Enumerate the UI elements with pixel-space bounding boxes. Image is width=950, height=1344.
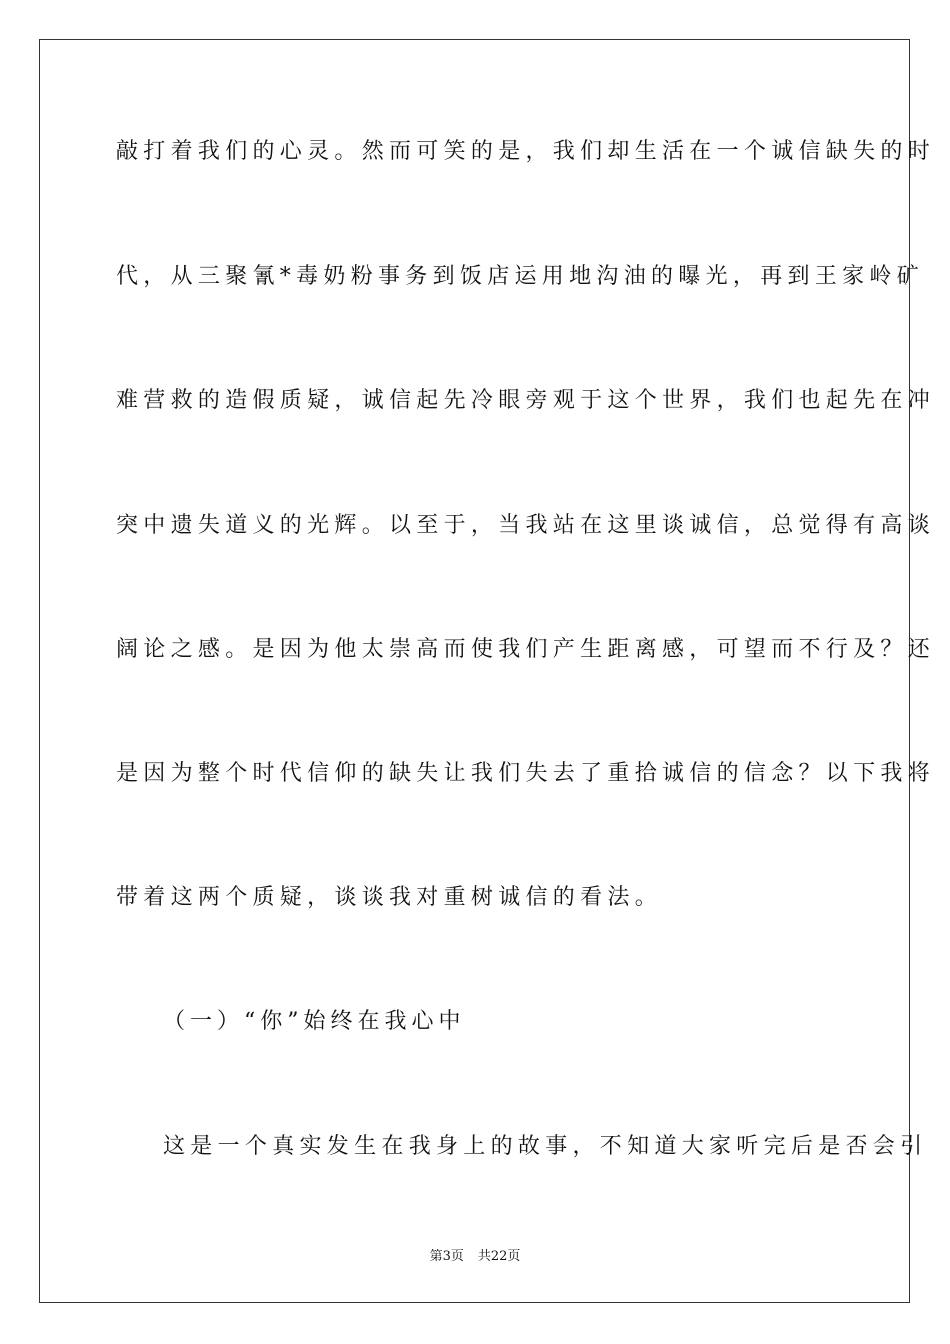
body-text-line: 阔论之感。是因为他太崇高而使我们产生距离感，可望而不行及？还 <box>116 637 936 662</box>
body-text-line: 难营救的造假质疑，诚信起先冷眼旁观于这个世界，我们也起先在冲 <box>116 388 936 413</box>
section-heading: （一）“你”始终在我心中 <box>163 1009 466 1034</box>
page-total: 共22页 <box>477 1249 521 1264</box>
page-number: 第3页 <box>429 1249 464 1264</box>
body-text-line: 敲打着我们的心灵。然而可笑的是，我们却生活在一个诚信缺失的时 <box>116 139 936 164</box>
page-border <box>39 39 936 1303</box>
paragraph-first-line: 这是一个真实发生在我身上的故事，不知道大家听完后是否会引 <box>163 1134 928 1159</box>
body-text-line: 带着这两个质疑，谈谈我对重树诚信的看法。 <box>116 885 663 910</box>
body-text-line: 代，从三聚氰*毒奶粉事务到饭店运用地沟油的曝光，再到王家岭矿 <box>116 264 925 289</box>
page-footer <box>0 1248 950 1266</box>
body-text-line: 突中遗失道义的光辉。以至于，当我站在这里谈诚信，总觉得有高谈 <box>116 513 936 538</box>
body-text-line: 是因为整个时代信仰的缺失让我们失去了重拾诚信的信念？以下我将 <box>116 761 936 786</box>
